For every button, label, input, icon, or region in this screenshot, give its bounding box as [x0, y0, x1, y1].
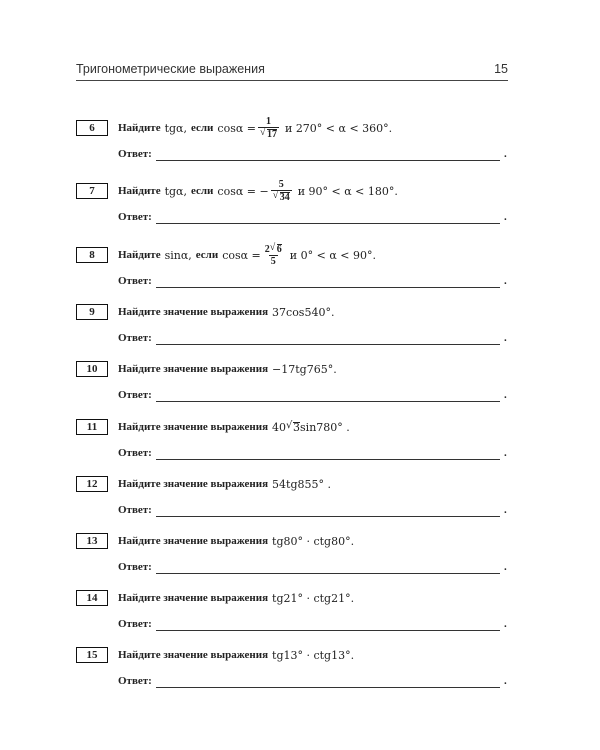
task-question: Найдите sinα, если cosα = $\frac{2√ 6}{5}$ и 0° < α < 90°.	[118, 247, 376, 263]
task-number: 8	[76, 247, 108, 263]
task-13	[76, 533, 516, 589]
answer-field[interactable]	[156, 401, 500, 402]
answer-label: Ответ:	[118, 389, 152, 401]
answer-label: Ответ:	[118, 618, 152, 630]
task-number: 6	[76, 120, 108, 136]
answer-label: Ответ:	[118, 148, 152, 160]
task-number: 14	[76, 590, 108, 606]
answer-row: Ответ: .	[118, 148, 507, 160]
fraction: 1 √ 17	[258, 117, 279, 140]
square-root: √ 3	[286, 421, 300, 434]
answer-field[interactable]	[156, 287, 500, 288]
answer-row: Ответ: .	[118, 504, 507, 516]
answer-field[interactable]	[156, 223, 500, 224]
answer-label: Ответ:	[118, 447, 152, 459]
task-number: 15	[76, 647, 108, 663]
task-number: 10	[76, 361, 108, 377]
task-11	[76, 419, 516, 475]
answer-label: Ответ:	[118, 211, 152, 223]
section-title: Тригонометрические выражения	[76, 62, 265, 76]
task-question: Найдите значение выражения 54tg855° .	[118, 477, 331, 491]
task-12	[76, 476, 516, 532]
answer-label: Ответ:	[118, 675, 152, 687]
task-number: 9	[76, 304, 108, 320]
answer-field[interactable]	[156, 160, 500, 161]
answer-row: Ответ: .	[118, 332, 507, 344]
task-number: 7	[76, 183, 108, 199]
task-question: Найдите tgα, если cosα = − 5 √ 34 и 90° < α < 180°.	[118, 183, 398, 199]
fraction: $\frac{2√ 6}{5}$	[263, 244, 284, 267]
answer-row: Ответ: .	[118, 211, 507, 223]
answer-label: Ответ:	[118, 275, 152, 287]
answer-row: Ответ: .	[118, 561, 507, 573]
task-7	[76, 178, 516, 239]
answer-field[interactable]	[156, 459, 500, 460]
answer-row: Ответ: .	[118, 389, 507, 401]
task-question: Найдите tgα, если cosα = 1 √ 17 и 270° < α < 360°.	[118, 120, 392, 136]
fraction: 5 √ 34	[271, 180, 292, 203]
answer-field[interactable]	[156, 344, 500, 345]
answer-label: Ответ:	[118, 332, 152, 344]
answer-field[interactable]	[156, 573, 500, 574]
task-6	[76, 115, 516, 176]
page-number: 15	[494, 62, 508, 76]
running-header	[76, 62, 508, 82]
answer-row: Ответ: .	[118, 675, 507, 687]
task-10	[76, 361, 516, 417]
task-number: 12	[76, 476, 108, 492]
answer-field[interactable]	[156, 630, 500, 631]
task-number: 11	[76, 419, 108, 435]
task-question: Найдите значение выражения tg80° · ctg80°.	[118, 534, 355, 548]
answer-field[interactable]	[156, 687, 500, 688]
task-question: Найдите значение выражения tg13° · ctg13°.	[118, 648, 355, 662]
task-15	[76, 647, 516, 703]
task-question: Найдите значение выражения tg21° · ctg21°.	[118, 591, 355, 605]
answer-row: Ответ: .	[118, 275, 507, 287]
answer-field[interactable]	[156, 516, 500, 517]
task-14	[76, 590, 516, 646]
task-question: Найдите значение выражения 40 √ 3 sin780° .	[118, 419, 350, 435]
task-number: 13	[76, 533, 108, 549]
answer-row: Ответ: .	[118, 447, 507, 459]
task-question: Найдите значение выражения −17tg765°.	[118, 362, 337, 376]
task-8	[76, 243, 516, 303]
answer-label: Ответ:	[118, 504, 152, 516]
task-9	[76, 304, 516, 360]
answer-row: Ответ: .	[118, 618, 507, 630]
answer-label: Ответ:	[118, 561, 152, 573]
task-question: Найдите значение выражения 37cos540°.	[118, 305, 335, 319]
header-divider	[76, 80, 508, 81]
